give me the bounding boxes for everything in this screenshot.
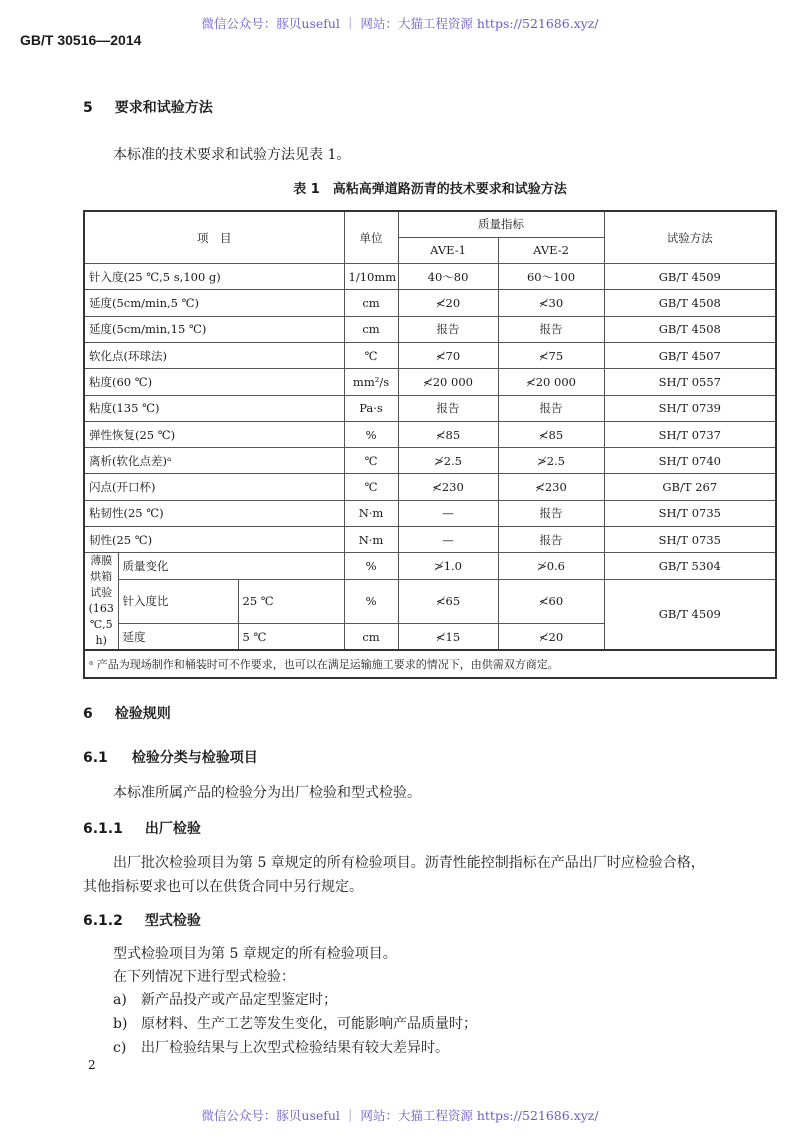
section-5-heading xyxy=(83,97,213,117)
list-marker: b) xyxy=(113,1016,128,1032)
cell: ℃ xyxy=(344,474,398,500)
cell: SH/T 0735 xyxy=(604,500,776,526)
table-caption: 表 1 高粘高弹道路沥青的技术要求和试验方法 xyxy=(293,182,567,197)
cell: 报告 xyxy=(498,500,604,526)
cell: 针入度(25 ℃,5 s,100 g) xyxy=(84,264,344,290)
cell: ℃ xyxy=(344,342,398,368)
cell: Pa·s xyxy=(344,395,398,421)
tfot-label: 薄膜烘箱试验(163 ℃,5 h) xyxy=(84,553,118,650)
header-item: 项 目 xyxy=(84,211,344,264)
cell: ≮20 xyxy=(498,624,604,650)
section-number: 6.1 xyxy=(83,750,108,766)
section-number: 6.1.1 xyxy=(83,821,123,837)
cell: 软化点(环球法) xyxy=(84,342,344,368)
cell: 报告 xyxy=(398,316,498,342)
cell: ≮20 000 xyxy=(498,369,604,395)
cell: 1/10mm xyxy=(344,264,398,290)
cell: % xyxy=(344,553,398,579)
section-title: 检验分类与检验项目 xyxy=(131,750,258,766)
table-row xyxy=(84,500,776,526)
section-6-1-text: 本标准所属产品的检验分为出厂检验和型式检验。 xyxy=(113,785,421,801)
cell: 报告 xyxy=(398,395,498,421)
cell: 闪点(开口杯) xyxy=(84,474,344,500)
cell: 针入度比 xyxy=(118,579,238,624)
list-text: 新产品投产或产品定型鉴定时； xyxy=(141,992,337,1008)
cell: ≮70 xyxy=(398,342,498,368)
cell: 离析(软化点差)ᵃ xyxy=(84,448,344,474)
cell: 韧性(25 ℃) xyxy=(84,527,344,553)
section-5-text: 本标准的技术要求和试验方法见表 1。 xyxy=(113,147,351,163)
cell: ≮30 xyxy=(498,290,604,316)
table-row xyxy=(84,421,776,447)
cell: ℃ xyxy=(344,448,398,474)
cell: ≮85 xyxy=(498,421,604,447)
list-text: 原材料、生产工艺等发生变化，可能影响产品质量时； xyxy=(141,1016,477,1032)
cell: SH/T 0739 xyxy=(604,395,776,421)
table-row xyxy=(84,264,776,290)
table-row xyxy=(84,342,776,368)
cell: ≮15 xyxy=(398,624,498,650)
section-6-1-heading xyxy=(83,747,258,767)
header-ave1: AVE-1 xyxy=(398,237,498,263)
table-row xyxy=(84,290,776,316)
cell: SH/T 0557 xyxy=(604,369,776,395)
cell: 报告 xyxy=(498,395,604,421)
cell: 延度(5cm/min,15 ℃) xyxy=(84,316,344,342)
table-row xyxy=(84,527,776,553)
cell: cm xyxy=(344,316,398,342)
cell: GB/T 4508 xyxy=(604,316,776,342)
section-6-heading xyxy=(83,703,171,723)
conditions-list xyxy=(113,988,477,1060)
cell: GB/T 4509 xyxy=(604,579,776,650)
section-title: 检验规则 xyxy=(114,706,171,722)
cell: 粘度(60 ℃) xyxy=(84,369,344,395)
cell: GB/T 5304 xyxy=(604,553,776,579)
header-method: 试验方法 xyxy=(604,211,776,264)
cell: ≯0.6 xyxy=(498,553,604,579)
list-item xyxy=(113,1012,477,1036)
section-6-1-2-heading xyxy=(83,910,201,930)
cell: ≮75 xyxy=(498,342,604,368)
watermark-bottom: 微信公众号：豚贝useful ｜ 网站：大猫工程资源 https://521686.xyz/ xyxy=(201,1108,599,1123)
cell: ≮230 xyxy=(498,474,604,500)
table-row xyxy=(84,395,776,421)
table-footnote: ᵃ 产品为现场制作和桶装时可不作要求，也可以在满足运输施工要求的情况下，由供需双方商定。 xyxy=(84,650,776,678)
cell: ≮20 000 xyxy=(398,369,498,395)
watermark-top: 微信公众号：豚贝useful ｜ 网站：大猫工程资源 https://521686.xyz/ xyxy=(201,16,599,31)
standard-number: GB/T 30516—2014 xyxy=(20,32,142,48)
table-row xyxy=(84,448,776,474)
requirements-table xyxy=(83,210,777,679)
table-row xyxy=(84,316,776,342)
list-item xyxy=(113,988,477,1012)
section-6-1-1-text-cont: 其他指标要求也可以在供货合同中另行规定。 xyxy=(83,879,363,895)
section-6-1-2-text: 型式检验项目为第 5 章规定的所有检验项目。 xyxy=(113,946,397,962)
cell: 40～80 xyxy=(398,264,498,290)
list-item xyxy=(113,1036,477,1060)
cell: 质量变化 xyxy=(118,553,344,579)
section-title: 要求和试验方法 xyxy=(114,100,213,116)
cell: 报告 xyxy=(498,316,604,342)
cell: SH/T 0740 xyxy=(604,448,776,474)
header-quality: 质量指标 xyxy=(398,211,604,237)
section-title: 出厂检验 xyxy=(144,821,201,837)
cell: SH/T 0735 xyxy=(604,527,776,553)
cell: 报告 xyxy=(498,527,604,553)
cell: ≮230 xyxy=(398,474,498,500)
cell: mm²/s xyxy=(344,369,398,395)
section-title: 型式检验 xyxy=(144,913,201,929)
cell: % xyxy=(344,421,398,447)
header-unit: 单位 xyxy=(344,211,398,264)
page-number: 2 xyxy=(88,1058,96,1072)
cell: 粘度(135 ℃) xyxy=(84,395,344,421)
section-6-1-1-text: 出厂批次检验项目为第 5 章规定的所有检验项目。沥青性能控制指标在产品出厂时应检验合格， xyxy=(113,855,705,871)
cell: SH/T 0737 xyxy=(604,421,776,447)
cell: GB/T 4509 xyxy=(604,264,776,290)
cell: GB/T 4507 xyxy=(604,342,776,368)
cell: ≮60 xyxy=(498,579,604,624)
cell: 25 ℃ xyxy=(238,579,344,624)
cell: N·m xyxy=(344,500,398,526)
cell: GB/T 4508 xyxy=(604,290,776,316)
header-ave2: AVE-2 xyxy=(498,237,604,263)
table-row xyxy=(84,474,776,500)
cell: ≮85 xyxy=(398,421,498,447)
cell: N·m xyxy=(344,527,398,553)
cell: ≮20 xyxy=(398,290,498,316)
cell: — xyxy=(398,527,498,553)
cell: 延度(5cm/min,5 ℃) xyxy=(84,290,344,316)
section-number: 6.1.2 xyxy=(83,913,123,929)
section-number: 5 xyxy=(83,100,93,116)
cell: cm xyxy=(344,624,398,650)
cell: cm xyxy=(344,290,398,316)
cell: 粘韧性(25 ℃) xyxy=(84,500,344,526)
section-6-1-2-text-2: 在下列情况下进行型式检验： xyxy=(113,969,295,985)
cell: ≮65 xyxy=(398,579,498,624)
cell: 60～100 xyxy=(498,264,604,290)
cell: 弹性恢复(25 ℃) xyxy=(84,421,344,447)
cell: GB/T 267 xyxy=(604,474,776,500)
cell: % xyxy=(344,579,398,624)
section-6-1-1-heading xyxy=(83,818,201,838)
cell: 延度 xyxy=(118,624,238,650)
table-row xyxy=(84,369,776,395)
cell: ≯2.5 xyxy=(398,448,498,474)
cell: ≯2.5 xyxy=(498,448,604,474)
list-marker: c) xyxy=(113,1040,127,1056)
cell: 5 ℃ xyxy=(238,624,344,650)
section-number: 6 xyxy=(83,706,93,722)
cell: — xyxy=(398,500,498,526)
list-text: 出厂检验结果与上次型式检验结果有较大差异时。 xyxy=(141,1040,449,1056)
list-marker: a) xyxy=(113,992,127,1008)
cell: ≯1.0 xyxy=(398,553,498,579)
